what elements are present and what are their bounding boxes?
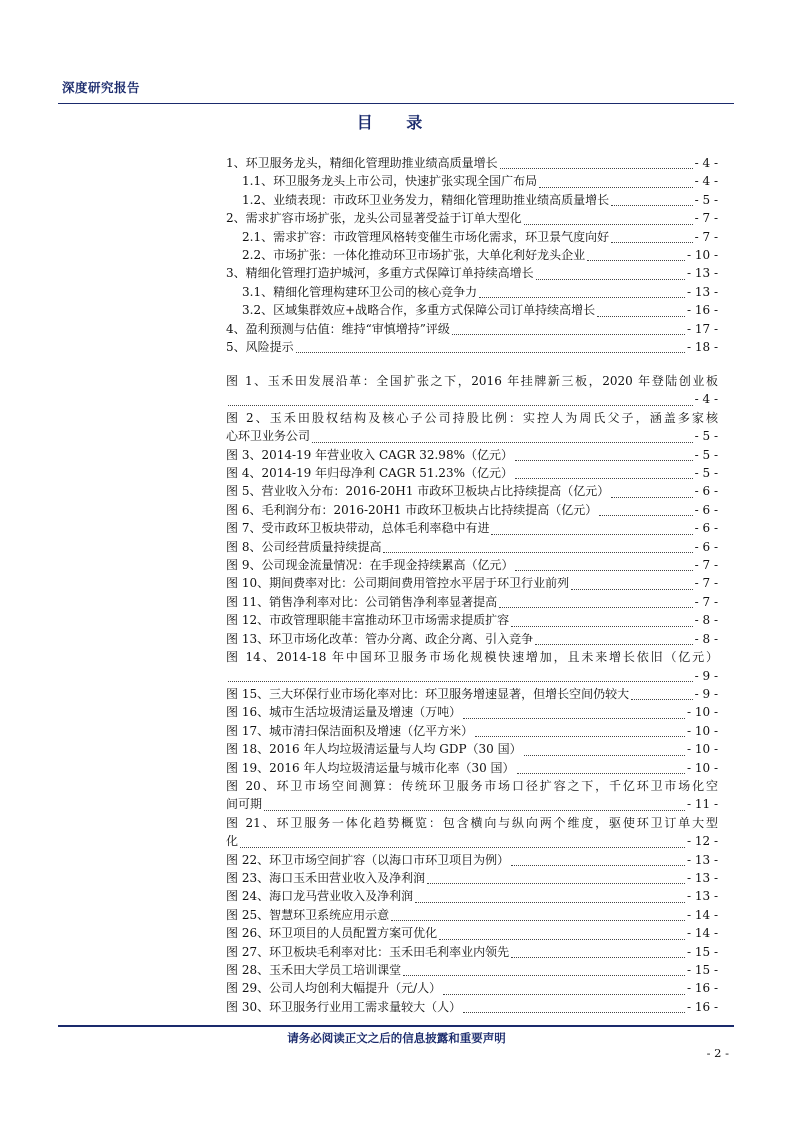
figure-entry[interactable] [226, 961, 718, 979]
figure-entry-label: 图 20、环卫市场空间测算：传统环卫服务市场口径扩容之下，千亿环卫市场化空 [226, 778, 718, 793]
figure-leader-dots [443, 993, 685, 995]
figure-leader-dots [511, 864, 685, 866]
figure-leader-dots [439, 938, 685, 940]
figure-entry-page: - 9 - [694, 668, 718, 683]
figure-entry-page: - 12 - [686, 834, 718, 849]
figure-leader-dots [403, 974, 685, 976]
figure-leader-dots [228, 404, 693, 406]
toc-entry-page: - 7 - [694, 229, 718, 244]
figure-entry-page: - 8 - [694, 631, 718, 646]
figure-leader-dots [571, 588, 693, 590]
figure-entry-label: 图 17、城市清扫保洁面积及增速（亿平方米） [226, 723, 474, 738]
figure-leader-dots [511, 956, 685, 958]
toc-entry[interactable] [226, 264, 718, 282]
figure-entry[interactable] [226, 869, 718, 887]
figure-entry-label: 图 24、海口龙马营业收入及净利润 [226, 889, 414, 904]
toc-entry-page: - 18 - [686, 340, 718, 355]
figure-leader-dots [499, 606, 693, 608]
figure-leader-dots [511, 625, 693, 627]
figure-entry-label: 图 5、营业收入分布：2016-20H1 市政环卫板块占比持续提高（亿元） [226, 484, 610, 499]
figure-entry-continuation [226, 390, 718, 408]
figure-entry-page: - 6 - [694, 484, 718, 499]
figure-entry[interactable] [226, 943, 718, 961]
figure-leader-dots [264, 809, 685, 811]
figure-entry-continuation [226, 832, 718, 850]
figure-leader-dots [515, 477, 693, 479]
figure-entry[interactable] [226, 906, 718, 924]
figure-entry-label: 图 25、智慧环卫系统应用示意 [226, 907, 390, 922]
footer-divider [58, 1025, 734, 1027]
figure-leader-dots [515, 459, 693, 461]
figure-entry[interactable] [226, 611, 718, 629]
figure-entry[interactable] [226, 759, 718, 777]
figure-entry[interactable] [226, 722, 718, 740]
figure-leader-dots [463, 1011, 685, 1013]
figure-entry[interactable] [226, 685, 718, 703]
figure-entry-label: 图 13、环卫市场化改革：管办分离、政企分离、引入竞争 [226, 631, 534, 646]
figure-entry[interactable] [226, 372, 718, 409]
figure-entry-continuation [226, 667, 718, 685]
footer-disclaimer: 请务必阅读正文之后的信息披露和重要声明 [287, 1031, 506, 1045]
figure-leader-dots [475, 735, 685, 737]
toc-leader-dots [479, 296, 685, 298]
toc-leader-dots [536, 278, 685, 280]
figure-entry[interactable] [226, 630, 718, 648]
figure-entry-label: 图 15、三大环保行业市场化率对比：环卫服务增速显著，但增长空间仍较大 [226, 686, 630, 701]
toc-leader-dots [524, 223, 693, 225]
figure-entry-page: - 11 - [686, 797, 718, 812]
figure-entry-continuation [226, 427, 718, 445]
figure-entry[interactable] [226, 464, 718, 482]
figure-leader-dots [535, 643, 693, 645]
figure-entry[interactable] [226, 887, 718, 905]
figure-entry-page: - 7 - [694, 576, 718, 591]
figure-entry[interactable] [226, 446, 718, 464]
figure-entry[interactable] [226, 482, 718, 500]
toc-entry[interactable] [226, 154, 718, 172]
toc-leader-dots [452, 333, 685, 335]
figure-leader-dots [383, 551, 692, 553]
toc-entry-label: 1.1、环卫服务龙头上市公司，快速扩张实现全国广布局 [242, 174, 538, 189]
toc-entry-label: 2、需求扩容市场扩张，龙头公司显著受益于订单大型化 [226, 211, 522, 226]
figure-entry[interactable] [226, 519, 718, 537]
figure-entry[interactable] [226, 703, 718, 721]
figure-entry-page: - 16 - [686, 981, 718, 996]
toc-leader-dots [597, 315, 685, 317]
toc-entry-label: 2.2、市场扩张：一体化推动环卫市场扩张，大单化利好龙头企业 [242, 248, 586, 263]
figure-leader-dots [515, 569, 692, 571]
figure-entry-page: - 10 - [686, 760, 718, 775]
header-divider [58, 103, 734, 104]
toc-entry-label: 5、风险提示 [226, 340, 294, 355]
figure-entry[interactable] [226, 556, 718, 574]
toc-entry[interactable] [226, 246, 718, 264]
figure-entry[interactable] [226, 409, 718, 446]
figure-leader-dots [240, 846, 685, 848]
toc-entry-label: 1、环卫服务龙头，精细化管理助推业绩高质量增长 [226, 156, 498, 170]
figure-entry[interactable] [226, 998, 718, 1016]
figure-entry[interactable] [226, 814, 718, 851]
figure-entry-label: 图 7、受市政环卫板块带动，总体毛利率稳中有进 [226, 521, 490, 536]
toc-entry[interactable] [226, 301, 718, 319]
toc-entry[interactable] [226, 320, 718, 338]
toc-leader-dots [500, 167, 693, 169]
toc-entry-label: 3.2、区域集群效应+战略合作，多重方式保障公司订单持续高增长 [242, 303, 596, 318]
toc-leader-dots [539, 186, 693, 188]
figure-entry-page: - 10 - [686, 705, 718, 720]
toc-entry-page: - 13 - [686, 266, 718, 281]
figure-entry[interactable] [226, 593, 718, 611]
figure-leader-dots [517, 772, 685, 774]
figure-entry-label-tail: 间可期 [226, 797, 263, 812]
figure-entry-label-tail: 心环卫业务公司 [226, 429, 311, 444]
figure-entry-page: - 16 - [686, 999, 718, 1014]
figure-entry-page: - 14 - [686, 907, 718, 922]
figure-entry-page: - 7 - [694, 594, 718, 609]
toc-title: 目 录 [356, 113, 437, 132]
figure-entry-label: 图 29、公司人均创利大幅提升（元/人） [226, 981, 442, 996]
toc-entry-label: 3.1、精细化管理构建环卫公司的核心竞争力 [242, 284, 478, 299]
figure-entry-page: - 6 - [694, 502, 718, 517]
figure-entry-page: - 4 - [694, 392, 718, 407]
figure-entry-label: 图 9、公司现金流量情况：在手现金持续累高（亿元） [226, 558, 514, 573]
figure-entry[interactable] [226, 648, 718, 685]
figure-entry-label: 图 18、2016 年人均垃圾清运量与人均 GDP（30 国） [226, 742, 522, 757]
toc-leader-dots [611, 204, 693, 206]
figure-entry-page: - 9 - [694, 686, 718, 701]
toc-entry-label: 3、精细化管理打造护城河，多重方式保障订单持续高增长 [226, 266, 534, 281]
figure-entry-page: - 10 - [686, 742, 718, 757]
figure-entry-page: - 10 - [686, 723, 718, 738]
figure-leader-dots [599, 514, 692, 516]
toc-entry[interactable] [226, 338, 718, 356]
toc-entry-page: - 16 - [686, 303, 718, 318]
figure-entry-label: 图 19、2016 年人均垃圾清运量与城市化率（30 国） [226, 760, 515, 775]
report-type-label: 深度研究报告 [62, 80, 141, 95]
figure-entry-label: 图 10、期间费率对比：公司期间费用管控水平居于环卫行业前列 [226, 576, 570, 591]
figure-entry-page: - 13 - [686, 870, 718, 885]
figure-leader-dots [491, 533, 692, 535]
figure-entry-label: 图 12、市政管理职能丰富推动环卫市场需求提质扩容 [226, 613, 510, 628]
toc-entry-page: - 13 - [686, 284, 718, 299]
figure-entry[interactable] [226, 777, 718, 814]
toc-entry[interactable] [226, 228, 718, 246]
figure-entry-label: 图 6、毛利润分布：2016-20H1 市政环卫板块占比持续提高（亿元） [226, 502, 598, 517]
figure-entry-label: 图 16、城市生活垃圾清运量及增速（万吨） [226, 705, 462, 720]
figure-entry-page: - 13 - [686, 852, 718, 867]
toc-entry-label: 2.1、需求扩容：市政管理风格转变催生市场化需求，环卫景气度向好 [242, 229, 610, 244]
figure-entry[interactable] [226, 851, 718, 869]
toc-entry[interactable] [226, 209, 718, 227]
figure-entry-label: 图 11、销售净利率对比：公司销售净利率显著提高 [226, 594, 498, 609]
figure-entry-label: 图 1、玉禾田发展沿革：全国扩张之下，2016 年挂牌新三板，2020 年登陆创业板 [226, 374, 718, 388]
toc-entry-page: - 7 - [694, 211, 718, 226]
figure-entry-page: - 15 - [686, 963, 718, 977]
figure-entry-label: 图 14、2014-18 年中国环卫服务市场化规模快速增加，且未来增长依旧（亿元） [226, 650, 718, 665]
figure-list [226, 372, 718, 1016]
figure-leader-dots [415, 901, 685, 903]
page-number: - 2 - [706, 1046, 729, 1060]
figure-leader-dots [611, 496, 692, 498]
figure-entry-label: 图 28、玉禾田大学员工培训课堂 [226, 963, 402, 977]
figure-entry-page: - 5 - [694, 447, 718, 462]
figure-leader-dots [463, 717, 685, 719]
toc-list [226, 154, 718, 356]
toc-leader-dots [611, 241, 693, 243]
figure-leader-dots [427, 882, 685, 884]
toc-entry-page: - 17 - [686, 321, 718, 336]
figure-entry[interactable] [226, 924, 718, 942]
toc-leader-dots [296, 351, 685, 353]
figure-entry-label: 图 4、2014-19 年归母净利 CAGR 51.23%（亿元） [226, 466, 513, 481]
figure-leader-dots [228, 680, 693, 682]
figure-entry-label: 图 27、环卫板块毛利率对比：玉禾田毛利率业内领先 [226, 944, 510, 959]
figure-leader-dots [391, 919, 685, 921]
toc-leader-dots [587, 259, 685, 261]
toc-entry-page: - 10 - [686, 248, 718, 263]
figure-leader-dots [312, 441, 693, 443]
figure-entry-label: 图 22、环卫市场空间扩容（以海口市环卫项目为例） [226, 852, 510, 867]
figure-entry-label: 图 21、环卫服务一体化趋势概览：包含横向与纵向两个维度，驱使环卫订单大型 [226, 815, 718, 830]
figure-entry-label: 图 30、环卫服务行业用工需求量较大（人） [226, 999, 462, 1014]
figure-entry-label-tail: 化 [226, 834, 239, 849]
figure-entry-page: - 15 - [686, 944, 718, 959]
figure-entry-page: - 7 - [694, 558, 718, 573]
toc-entry[interactable] [226, 172, 718, 190]
figure-leader-dots [631, 698, 693, 700]
toc-entry-label: 4、盈利预测与估值：维持“审慎增持”评级 [226, 321, 450, 336]
figure-entry-page: - 5 - [694, 429, 718, 444]
toc-entry[interactable] [226, 191, 718, 209]
figure-entry-label: 图 3、2014-19 年营业收入 CAGR 32.98%（亿元） [226, 447, 513, 462]
toc-entry-page: - 4 - [694, 174, 718, 189]
figure-entry-label: 图 8、公司经营质量持续提高 [226, 539, 382, 554]
toc-entry-label: 1.2、业绩表现：市政环卫业务发力，精细化管理助推业绩高质量增长 [242, 192, 610, 207]
figure-entry-page: - 8 - [694, 613, 718, 628]
toc-entry-page: - 5 - [694, 192, 718, 207]
figure-entry[interactable] [226, 501, 718, 519]
figure-entry-page: - 13 - [686, 889, 718, 904]
figure-entry[interactable] [226, 979, 718, 997]
figure-entry-page: - 6 - [694, 539, 718, 554]
figure-entry[interactable] [226, 574, 718, 592]
figure-entry-page: - 5 - [694, 466, 718, 481]
toc-entry-page: - 4 - [694, 156, 718, 170]
toc-entry[interactable] [226, 283, 718, 301]
figure-entry-label: 图 23、海口玉禾田营业收入及净利润 [226, 870, 426, 885]
figure-entry-label: 图 2、玉禾田股权结构及核心子公司持股比例：实控人为周氏父子，涵盖多家核 [226, 410, 718, 425]
figure-entry-page: - 6 - [694, 521, 718, 536]
figure-entry-continuation [226, 795, 718, 813]
figure-entry-page: - 14 - [686, 926, 718, 941]
figure-entry[interactable] [226, 538, 718, 556]
figure-entry[interactable] [226, 740, 718, 758]
figure-leader-dots [524, 754, 685, 756]
figure-entry-label: 图 26、环卫项目的人员配置方案可优化 [226, 926, 438, 941]
